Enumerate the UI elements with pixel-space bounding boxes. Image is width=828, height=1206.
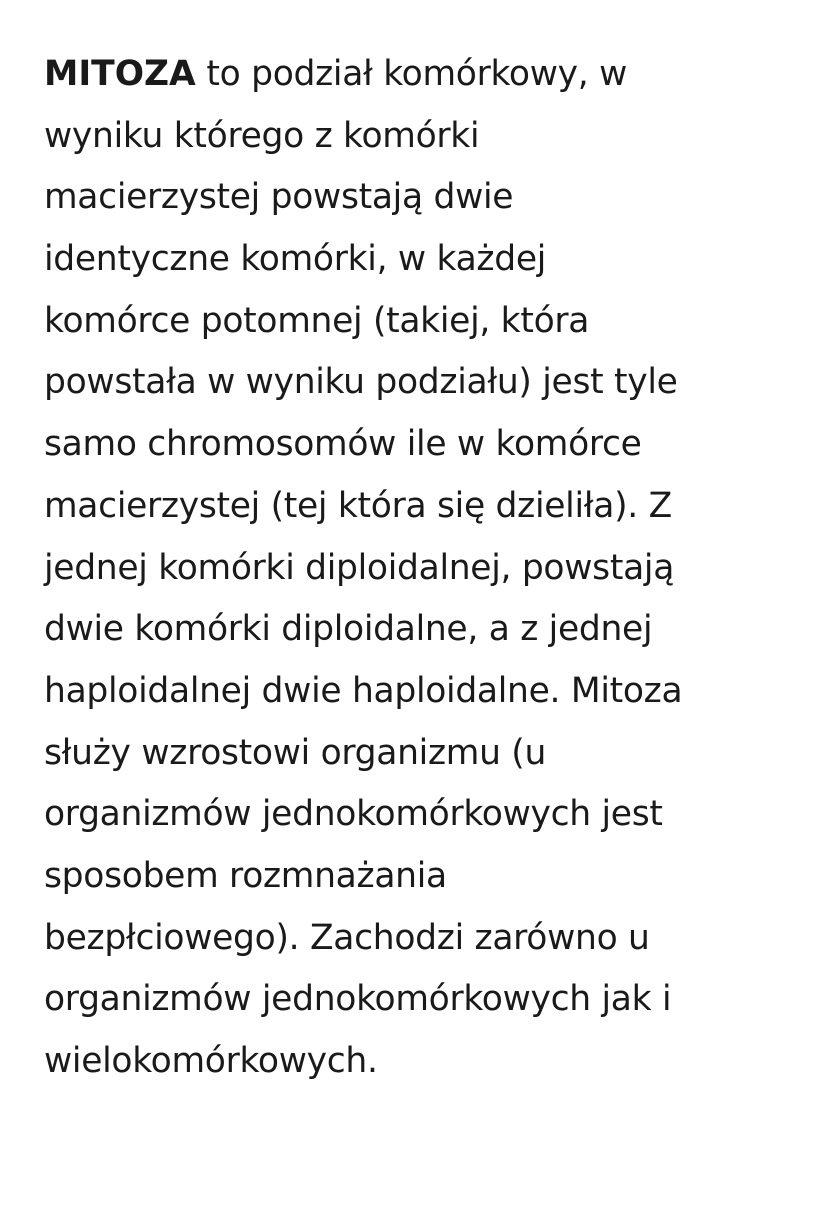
text-line (44, 44, 804, 106)
text-line: wielokomórkowych. (44, 1041, 378, 1081)
mitosis-definition-paragraph (44, 44, 804, 1093)
text-line: sposobem rozmnażania (44, 855, 447, 896)
text-line: komórce potomnej (takiej, która (44, 300, 590, 341)
text-line: macierzystej powstają dwie (44, 177, 514, 218)
text-line: dwie komórki diploidalne, a z jednej (44, 609, 653, 650)
text-line: identyczne komórki, w każdej (44, 239, 547, 280)
text-line: wyniku którego z komórki (44, 115, 480, 156)
text-line-fragment: to podział komórkowy, w (195, 54, 628, 94)
text-line: organizmów jednokomórkowych jest (44, 794, 663, 835)
text-line: samo chromosomów ile w komórce (44, 424, 642, 465)
text-line: służy wzrostowi organizmu (u (44, 732, 547, 773)
text-line: powstała w wyniku podziału) jest tyle (44, 362, 678, 403)
text-line: organizmów jednokomórkowych jak i (44, 979, 672, 1020)
text-line: haploidalnej dwie haploidalne. Mitoza (44, 670, 683, 711)
term-mitoza: MITOZA (44, 54, 196, 94)
text-line: bezpłciowego). Zachodzi zarówno u (44, 917, 650, 958)
text-line: macierzystej (tej która się dzieliła). Z (44, 485, 672, 526)
text-line: jednej komórki diploidalnej, powstają (44, 547, 675, 588)
